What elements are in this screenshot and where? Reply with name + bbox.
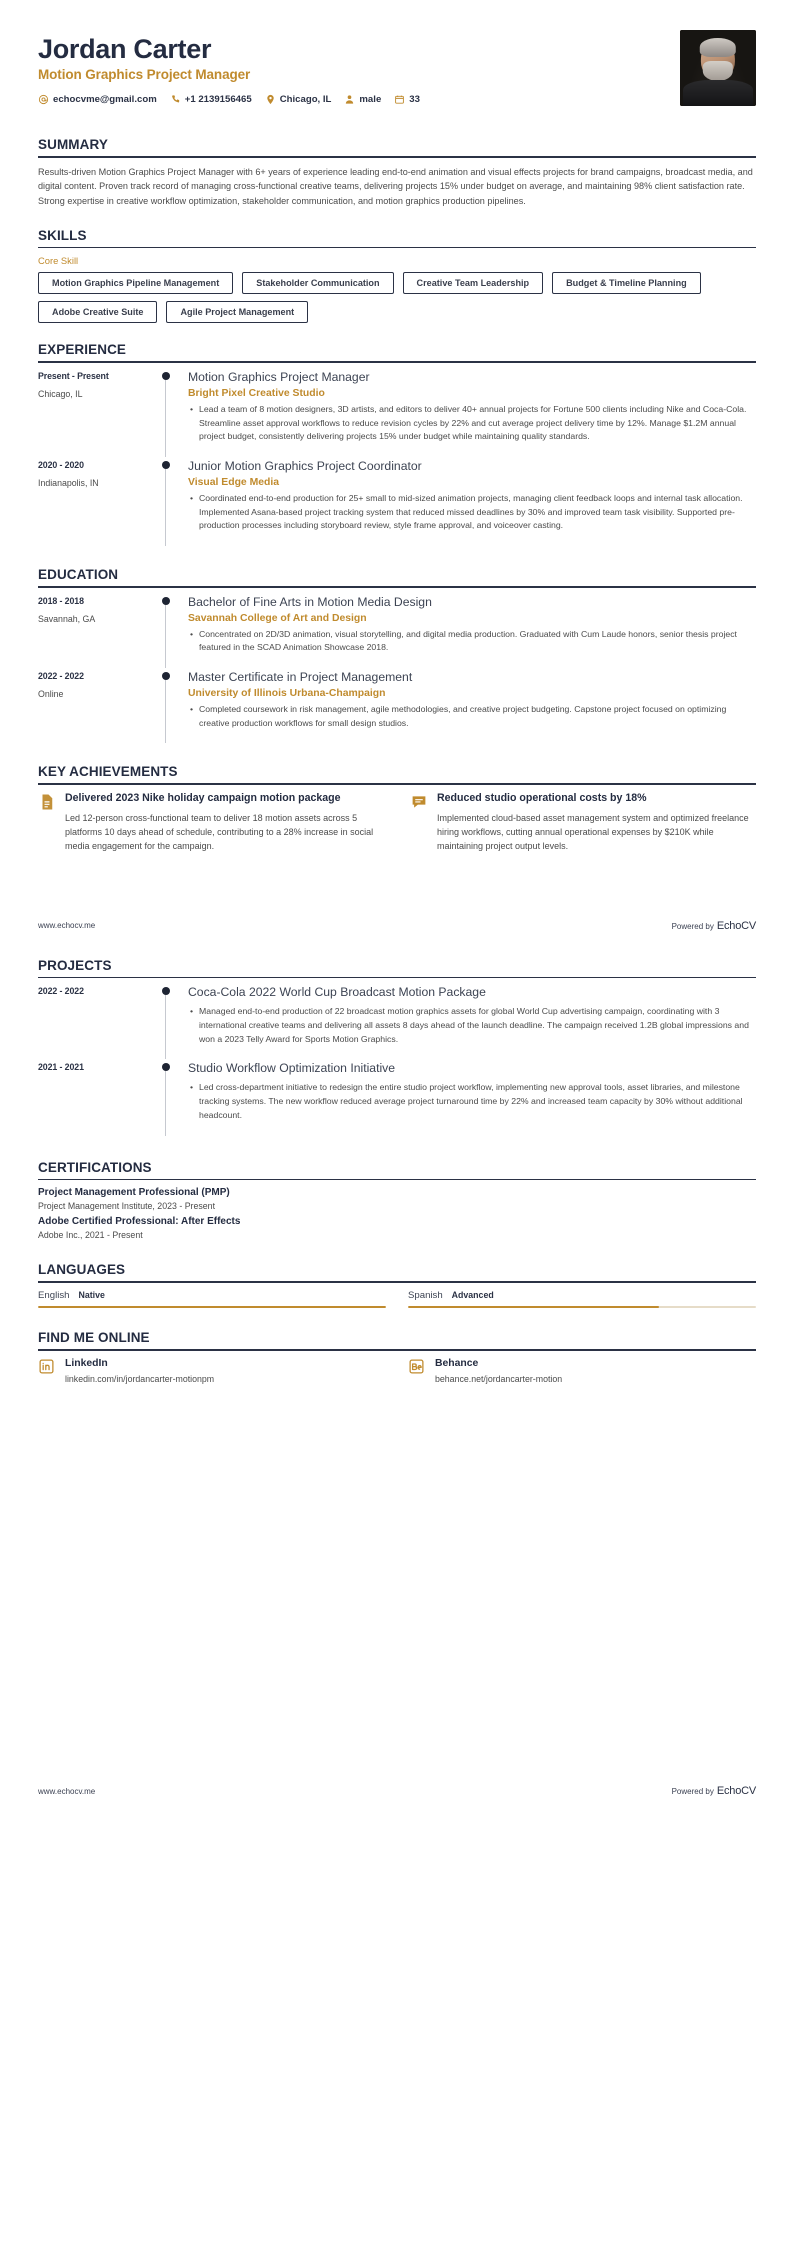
contact-phone-value: +1 2139156465 bbox=[184, 94, 252, 106]
online-profile-url[interactable]: linkedin.com/in/jordancarter-motionpm bbox=[65, 1373, 215, 1384]
section-education bbox=[38, 567, 756, 745]
speech-bubble-icon bbox=[410, 793, 428, 811]
bullet-item bbox=[188, 703, 756, 731]
email-icon bbox=[38, 94, 49, 105]
entry-body bbox=[177, 1061, 756, 1135]
certification-meta: Adobe Inc., 2021 - Present bbox=[38, 1230, 143, 1241]
online-profile-content bbox=[65, 1358, 214, 1386]
section-divider bbox=[38, 156, 756, 158]
contact-email[interactable] bbox=[38, 94, 157, 105]
certification-name: Project Management Professional (PMP) bbox=[38, 1187, 230, 1199]
skill-tag[interactable]: Creative Team Leadership bbox=[403, 272, 544, 294]
section-title-projects: PROJECTS bbox=[38, 957, 112, 973]
entry-body bbox=[177, 985, 756, 1059]
section-title-education: EDUCATION bbox=[38, 567, 119, 583]
timeline-line bbox=[165, 599, 166, 668]
timeline-line bbox=[165, 674, 166, 743]
entry-date: 2021 - 2021 bbox=[38, 1062, 84, 1073]
language-level: Advanced bbox=[451, 1289, 494, 1300]
candidate-name: Jordan Carter bbox=[38, 34, 212, 64]
footer-powered-label: Powered by bbox=[671, 921, 714, 931]
bullet-item bbox=[188, 1005, 756, 1046]
candidate-job-title: Motion Graphics Project Manager bbox=[38, 67, 251, 83]
timeline-line bbox=[165, 1065, 166, 1135]
certification-item bbox=[38, 1216, 756, 1240]
bullet-text: Coordinated end-to-end production for 25+ small to mid-sized animation projects, managing client feedback loops and internal task allocation. Implemented Asana-based project tracking system that reduced missed deadlines by 30% and improved team task visibility. Supported pre-production processes including storyboard review, style frame approval, and voiceover casting. bbox=[199, 492, 743, 531]
bullet-item bbox=[188, 492, 756, 533]
bullet-dot-icon: • bbox=[190, 1006, 194, 1017]
section-divider bbox=[38, 1281, 756, 1283]
section-title-languages: LANGUAGES bbox=[38, 1262, 126, 1278]
contact-age-value: 33 bbox=[409, 94, 420, 106]
contact-phone[interactable] bbox=[170, 94, 252, 105]
achievement-title: Delivered 2023 Nike holiday campaign motion package bbox=[65, 792, 341, 805]
entry-date: 2022 - 2022 bbox=[38, 671, 84, 682]
language-list bbox=[38, 1290, 756, 1308]
header-identity bbox=[38, 30, 428, 105]
entry-degree: Master Certificate in Project Management bbox=[188, 670, 413, 685]
timeline-dot-icon bbox=[162, 987, 170, 995]
skills-group-label: Core Skill bbox=[38, 255, 79, 267]
timeline-line bbox=[165, 374, 166, 457]
phone-icon bbox=[170, 94, 181, 105]
entry-role: Junior Motion Graphics Project Coordinator bbox=[188, 459, 422, 474]
resume-header bbox=[38, 0, 756, 118]
summary-text: Results-driven Motion Graphics Project Manager with 6+ years of experience leading end-to-end animation and visual effects projects for brand campaigns, broadcast media, and digital content. Proven track record of managing cross-functional creative teams, delivering projects 15% under budget on average, and maintaining 98% client satisfaction rate. Strong expertise in creative workflow optimization, stakeholder communication, and motion graphics production pipelines. bbox=[38, 166, 753, 207]
bullet-dot-icon: • bbox=[190, 492, 194, 503]
language-progress-fill bbox=[408, 1306, 659, 1308]
section-skills bbox=[38, 228, 756, 324]
project-name: Studio Workflow Optimization Initiative bbox=[188, 1061, 396, 1076]
bullet-item bbox=[188, 1081, 756, 1122]
section-certifications bbox=[38, 1160, 756, 1241]
skill-tag[interactable]: Stakeholder Communication bbox=[242, 272, 393, 294]
contact-row bbox=[38, 94, 428, 105]
page-footer bbox=[38, 920, 756, 932]
entry-date: 2022 - 2022 bbox=[38, 986, 84, 997]
section-divider bbox=[38, 361, 756, 363]
avatar-beard bbox=[703, 61, 733, 81]
bullet-item bbox=[188, 628, 756, 656]
project-entry bbox=[38, 985, 756, 1061]
entry-bullets bbox=[188, 1081, 756, 1122]
entry-body bbox=[177, 459, 756, 546]
online-profile-item[interactable] bbox=[408, 1358, 756, 1386]
entry-bullets bbox=[188, 403, 756, 444]
entry-meta bbox=[38, 459, 160, 488]
entry-body bbox=[177, 670, 756, 743]
language-name: Spanish bbox=[408, 1289, 443, 1301]
entry-bullets bbox=[188, 703, 756, 731]
timeline-rail bbox=[160, 595, 177, 668]
entry-location: Savannah, GA bbox=[38, 613, 96, 624]
entry-organization: Bright Pixel Creative Studio bbox=[188, 387, 325, 399]
location-pin-icon bbox=[265, 94, 276, 105]
section-divider bbox=[38, 247, 756, 249]
project-entry bbox=[38, 1061, 756, 1137]
section-title-online: FIND ME ONLINE bbox=[38, 1330, 150, 1346]
section-find-me-online bbox=[38, 1330, 756, 1385]
entry-meta bbox=[38, 985, 160, 996]
certification-item bbox=[38, 1187, 756, 1211]
timeline-rail bbox=[160, 985, 177, 1059]
contact-gender-value: male bbox=[359, 94, 382, 106]
online-profile-label: LinkedIn bbox=[65, 1357, 108, 1369]
online-profile-content bbox=[435, 1358, 562, 1386]
footer-site[interactable]: www.echocv.me bbox=[38, 921, 96, 931]
section-key-achievements bbox=[38, 764, 756, 853]
entry-date: Present - Present bbox=[38, 370, 109, 381]
achievement-list bbox=[38, 792, 756, 854]
project-name: Coca-Cola 2022 World Cup Broadcast Motion Package bbox=[188, 985, 486, 1000]
section-experience bbox=[38, 342, 756, 548]
timeline-rail bbox=[160, 370, 177, 457]
entry-institution: University of Illinois Urbana-Champaign bbox=[188, 687, 386, 699]
entry-degree: Bachelor of Fine Arts in Motion Media Design bbox=[188, 594, 432, 609]
online-profile-list bbox=[38, 1358, 756, 1386]
bullet-text: Led cross-department initiative to redesign the entire studio project workflow, implementing new approval tools, asset libraries, and milestone tracking systems. The new workflow reduced average project turnaround time by 22% and increased team capacity by 30% without additional headcount. bbox=[199, 1082, 743, 1120]
timeline-dot-icon bbox=[162, 1063, 170, 1071]
timeline-line bbox=[165, 463, 166, 546]
person-icon bbox=[344, 94, 355, 105]
entry-meta bbox=[38, 595, 160, 624]
section-title-summary: SUMMARY bbox=[38, 137, 108, 152]
language-head bbox=[408, 1290, 756, 1301]
experience-entry bbox=[38, 370, 756, 459]
section-title-experience: EXPERIENCE bbox=[38, 342, 127, 358]
bullet-text: Managed end-to-end production of 22 broadcast motion graphics assets for global World Cup advertising campaign, coordinating with 3 international creative teams and delivering all assets 8 days ahead of the launch deadline. The campaign received 1.2B global impressions and won a 2023 Telly Award for Sports Motion Graphics. bbox=[199, 1006, 749, 1044]
page-gap bbox=[38, 854, 756, 920]
certification-meta: Project Management Institute, 2023 - Present bbox=[38, 1201, 216, 1212]
experience-entry bbox=[38, 459, 756, 548]
language-progress-fill bbox=[38, 1306, 386, 1308]
entry-meta bbox=[38, 1061, 160, 1072]
avatar bbox=[680, 30, 756, 106]
footer-brand: EchoCV bbox=[716, 919, 756, 932]
section-divider bbox=[38, 783, 756, 785]
achievement-description: Implemented cloud-based asset management system and optimized freelance hiring workflows, cutting annual operational expenses by $210K while maintaining project output levels. bbox=[437, 813, 749, 852]
timeline-dot-icon bbox=[162, 372, 170, 380]
bullet-dot-icon: • bbox=[190, 703, 194, 714]
online-profile-url[interactable]: behance.net/jordancarter-motion bbox=[435, 1373, 563, 1384]
certification-name: Adobe Certified Professional: After Effects bbox=[38, 1216, 241, 1228]
skill-tag[interactable]: Agile Project Management bbox=[166, 301, 308, 323]
achievement-content bbox=[437, 792, 756, 854]
entry-location: Indianapolis, IN bbox=[38, 478, 99, 489]
entry-body bbox=[177, 370, 756, 457]
footer-site[interactable]: www.echocv.me bbox=[38, 1786, 96, 1796]
language-name: English bbox=[38, 1289, 70, 1301]
skill-tag[interactable]: Budget & Timeline Planning bbox=[552, 272, 701, 294]
contact-location bbox=[265, 94, 332, 105]
achievement-title: Reduced studio operational costs by 18% bbox=[437, 792, 647, 805]
skill-tag[interactable]: Adobe Creative Suite bbox=[38, 301, 157, 323]
entry-meta bbox=[38, 670, 160, 699]
section-divider bbox=[38, 1179, 756, 1181]
bullet-text: Lead a team of 8 motion designers, 3D artists, and editors to deliver 40+ annual projects for Fortune 500 clients including Nike and Coca-Cola. Streamline asset approval workflows to reduce revision cycles by 22% and cut average project delivery time by 12%. Manage $1.2M annual project budget, consistently delivering projects 15% under budget while maintaining quality standards. bbox=[199, 403, 747, 442]
avatar-torso bbox=[683, 80, 753, 106]
bullet-dot-icon: • bbox=[190, 403, 194, 414]
section-divider bbox=[38, 1349, 756, 1351]
contact-email-value: echocvme@gmail.com bbox=[53, 94, 157, 106]
entry-date: 2018 - 2018 bbox=[38, 595, 84, 606]
timeline-rail bbox=[160, 459, 177, 546]
section-title-achievements: KEY ACHIEVEMENTS bbox=[38, 764, 178, 780]
skill-tag-list bbox=[38, 272, 756, 323]
calendar-icon bbox=[394, 94, 405, 105]
language-item bbox=[408, 1290, 756, 1308]
bullet-text: Completed coursework in risk management, agile methodologies, and creative project budgeting. Capstone project focused on optimizing creative production workflows for small design studios. bbox=[199, 703, 727, 728]
achievement-content bbox=[65, 792, 384, 854]
entry-date: 2020 - 2020 bbox=[38, 460, 84, 471]
bullet-dot-icon: • bbox=[190, 628, 194, 639]
footer-powered-label: Powered by bbox=[671, 1787, 714, 1797]
achievement-item bbox=[38, 792, 384, 854]
footer-powered-by bbox=[672, 920, 756, 932]
bullet-text: Concentrated on 2D/3D animation, visual storytelling, and digital media production. Graduated with Cum Laude honors, senior thesis project featured in the SCAD Animation Showcase 2018. bbox=[199, 628, 737, 653]
section-divider bbox=[38, 977, 756, 979]
achievement-description: Led 12-person cross-functional team to deliver 18 motion assets across 5 platforms 10 days ahead of schedule, contributing to a 28% increase in social media engagement for the campaign. bbox=[65, 813, 374, 852]
linkedin-icon bbox=[38, 1358, 55, 1375]
timeline-rail bbox=[160, 1061, 177, 1135]
bullet-dot-icon: • bbox=[190, 1082, 194, 1093]
education-entry bbox=[38, 595, 756, 670]
section-languages bbox=[38, 1262, 756, 1308]
achievement-item bbox=[410, 792, 756, 854]
entry-organization: Visual Edge Media bbox=[188, 476, 280, 488]
document-icon bbox=[38, 793, 56, 811]
contact-age bbox=[394, 94, 420, 105]
section-title-certifications: CERTIFICATIONS bbox=[38, 1159, 152, 1175]
section-title-skills: SKILLS bbox=[38, 227, 87, 243]
contact-location-value: Chicago, IL bbox=[279, 94, 332, 106]
entry-bullets bbox=[188, 628, 756, 656]
section-projects bbox=[38, 958, 756, 1138]
section-divider bbox=[38, 586, 756, 588]
timeline-dot-icon bbox=[162, 461, 170, 469]
language-level: Native bbox=[78, 1289, 105, 1300]
entry-location: Chicago, IL bbox=[38, 388, 83, 399]
entry-role: Motion Graphics Project Manager bbox=[188, 369, 370, 384]
page-footer bbox=[38, 1785, 756, 1815]
section-summary bbox=[38, 137, 756, 209]
language-progress-bar bbox=[38, 1306, 386, 1308]
entry-bullets bbox=[188, 1005, 756, 1046]
language-head bbox=[38, 1290, 386, 1301]
entry-location: Online bbox=[38, 689, 64, 700]
online-profile-label: Behance bbox=[435, 1357, 479, 1369]
timeline-dot-icon bbox=[162, 597, 170, 605]
entry-meta bbox=[38, 370, 160, 399]
entry-bullets bbox=[188, 492, 756, 533]
entry-body bbox=[177, 595, 756, 668]
contact-gender bbox=[344, 94, 381, 105]
bullet-item bbox=[188, 403, 756, 444]
language-item bbox=[38, 1290, 386, 1308]
timeline-dot-icon bbox=[162, 672, 170, 680]
education-entry bbox=[38, 670, 756, 745]
behance-icon bbox=[408, 1358, 425, 1375]
language-progress-bar bbox=[408, 1306, 756, 1308]
entry-institution: Savannah College of Art and Design bbox=[188, 612, 367, 624]
footer-powered-by bbox=[672, 1785, 756, 1797]
skill-tag[interactable]: Motion Graphics Pipeline Management bbox=[38, 272, 233, 294]
online-profile-item[interactable] bbox=[38, 1358, 386, 1386]
timeline-line bbox=[165, 989, 166, 1059]
footer-brand: EchoCV bbox=[716, 1785, 756, 1798]
avatar-hair bbox=[700, 38, 736, 56]
timeline-rail bbox=[160, 670, 177, 743]
page-gap bbox=[38, 1385, 756, 1785]
